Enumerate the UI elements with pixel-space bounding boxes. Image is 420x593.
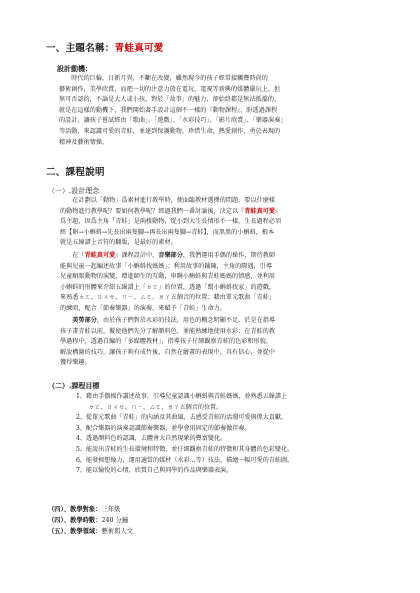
concept-paragraph-2 bbox=[60, 251, 380, 315]
design-line: 等活動，來認識可愛的青蛙，並達到保護動物、珍惜生命、熱愛創作、勇於表現的 bbox=[59, 127, 281, 135]
concept-line: 爲主題，因爲主角「青蛙」是兩棲動物，從小到大生長情形不一樣，生長過程必須 bbox=[60, 218, 282, 226]
goals-list bbox=[76, 392, 376, 477]
concept-paragraph-1 bbox=[60, 196, 380, 249]
design-line: 無可否認的，不論是大人或小孩，對於「故事」的魅力，卻始終都是無法抵擋的。 bbox=[59, 96, 281, 104]
music-part-label: 音樂部分 bbox=[158, 252, 183, 259]
design-line: 時代的巨輪，日新月異，不斷在改變，雖然現今的孩子經常接觸豐時尚的 bbox=[59, 75, 268, 82]
concept-line: 學過程中，透過自編的「多媒體教材」，指導孩子仔細觀察青蛙的色彩和形貌， bbox=[60, 338, 272, 346]
art-part-label: 美勞部分 bbox=[72, 317, 97, 324]
design-line: 藝術創作，美學欣賞，而把一切的注意力放在電玩、電視等新興的媒體嚴玩上，但 bbox=[59, 85, 281, 93]
concept-line: 解說構圖的技巧，讓孩子夠有成竹後，自然在繪畫的表現中，具有信心，並從中 bbox=[60, 348, 276, 356]
concept-line: 就是五線譜上音符的翻版，是最好的素材。 bbox=[60, 239, 177, 247]
design-motivation-label: 設計動機： bbox=[57, 64, 92, 73]
goal-item: 1、藉由手偶操作講述故事，引導兒童認識小蝌蚪與青蛙媽媽，並熟悉五線譜上 bbox=[76, 393, 288, 400]
concept-line: 的動物進行教學呢？要如何教學呢？經過我們一番討論後，決定以『青蛙真可愛』 bbox=[60, 207, 282, 215]
design-line: 的設計，讓孩子嘗試經由「歌曲」、「遊戲」、「水彩技巧」、「影片欣賞」、「樂器演奏」 bbox=[59, 117, 287, 125]
section1-heading-prefix: 一、主題名稱： bbox=[46, 43, 115, 54]
meta-field: （五）、教學領域：藝術與人文 bbox=[48, 528, 134, 535]
concept-line: 獲得樂趣。 bbox=[60, 359, 91, 367]
concept-line: 孩子畫青蛙以前，擬使他們先分了解顏料色，並能熟練地使用水彩；在青蛙的教 bbox=[60, 327, 276, 335]
concept-label: （一）.設計理念 bbox=[48, 187, 100, 195]
concept-line: 能與兒童一起編述故事「小蝌蚪找媽媽」；利用故事的鋪陳，主角的際遇，引導 bbox=[60, 262, 272, 270]
concept-line: 美勞部分，由於孩子們對於水彩的技法，用色的概念明顯不足，於是在指導 bbox=[72, 317, 276, 324]
goal-item: 4、透過顏料色的認識，去體會大自然現象的豐富變化。 bbox=[76, 435, 227, 443]
concept-line: 在『青蛙真可愛』課程設計中，音樂部分，我們運用手偶的操作，期待教師 bbox=[60, 252, 276, 259]
section2-heading: 二、課程說明 bbox=[46, 167, 105, 178]
course-meta bbox=[48, 504, 133, 537]
concept-line: 小蝌蚪的形體來介紹五線譜上「ㄉㄛ」的位置，透過「幫小蝌蚪找家」的遊戲， bbox=[60, 283, 276, 291]
meta-target: （四）、教學對象：三年級 bbox=[48, 506, 121, 513]
section1-heading-title: 青蛙真可愛 bbox=[114, 43, 164, 54]
goal-item: 3、配合樂器的演奏認識節奏樂器，並學會用固定的節奏做伴奏。 bbox=[76, 424, 251, 432]
goal-item: 6、能發揮想像力，運用適當的媒材（水彩…等）技法，描繪一幅可愛的青蛙圖。 bbox=[76, 456, 294, 464]
meta-hours: （四）、教學時數：240 分鐘 bbox=[48, 517, 129, 524]
concept-line: 來熟悉ㄉㄛ、ㄖㄨㄝ、ㄇㄧ、ㄙㄛ、ㄌㄚ五個音的位置；藉由單元歌曲「青蛙」 bbox=[60, 294, 276, 302]
design-line: 就是在這樣的動機下，我們開始著手設計這個不一樣的『動物課程』，盼透過課程 bbox=[59, 106, 278, 114]
concept-line: 的練唱，配合「節奏樂器」的演奏，來賦予「青蛙」生命力。 bbox=[60, 304, 226, 312]
concept-paragraph-3 bbox=[60, 316, 380, 369]
concept-line: 在計劃以「動物」爲素材進行教學時，便面臨教材選擇的問題，要以什麼樣 bbox=[60, 197, 276, 204]
concept-line: 經【卵→小蝌蚪→先長出兩隻腳→再長出兩隻腳→青蛙】，而黑黑的小蝌蚪，根本 bbox=[60, 228, 275, 236]
design-motivation-text bbox=[59, 74, 379, 148]
concept-highlight-title: 青蛙真可愛 bbox=[84, 252, 116, 259]
goal-item: 2、從單元歌曲「青蛙」的內涵及其曲風，去感受青蛙的活潑可愛與偉大貢獻。 bbox=[76, 414, 288, 422]
design-line: 精神及藝術情操。 bbox=[59, 138, 109, 146]
section1-heading bbox=[46, 40, 164, 54]
concept-highlight-title: 青蛙真可愛 bbox=[244, 207, 276, 215]
concept-line: 兒童順眼動物的演變，增進師生的互動，串聯小蝌蚪與青蛙媽媽的情感，並利用 bbox=[60, 273, 276, 281]
goal-item: ㄉㄛ、ㄖㄨㄝ、ㄇㄧ、ㄙㄛ、ㄌㄚ五個音的位置。 bbox=[76, 403, 223, 411]
goal-item: 5、能說出青蛙的生長環境和特徵，並仔細觀察青蛙的特徵和其身體的色彩變化。 bbox=[76, 445, 294, 453]
goals-label: （二）.課程目標 bbox=[48, 381, 100, 390]
goal-item: 7、能以愉悅的心情，欣賞自己與同學的作品與樂器表演。 bbox=[76, 467, 233, 475]
